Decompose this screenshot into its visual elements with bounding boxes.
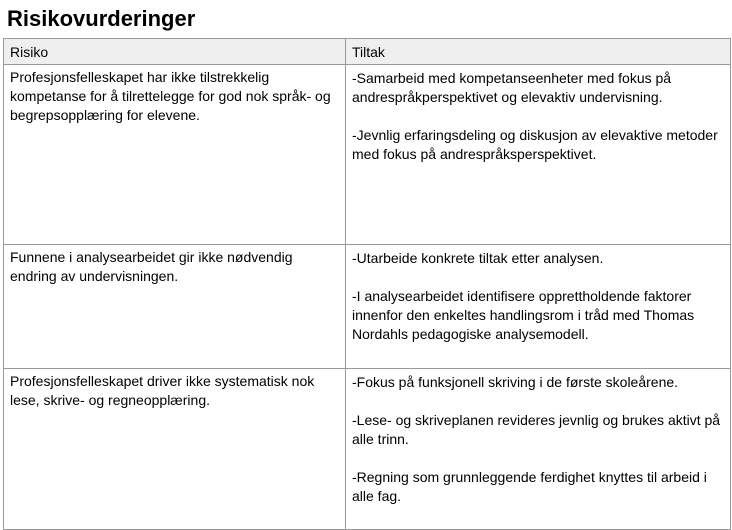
table-row (4, 369, 731, 530)
tiltak-item: -Regning som grunnleggende ferdighet knyttes til arbeid i alle fag. (352, 469, 707, 504)
tiltak-cell (346, 245, 731, 369)
tiltak-item: -Fokus på funksjonell skriving i de første skoleårene. (352, 374, 679, 390)
risk-table (3, 38, 731, 530)
table-row (4, 65, 731, 245)
table-header-row (4, 39, 731, 65)
risiko-cell (4, 369, 346, 530)
tiltak-cell (346, 369, 731, 530)
risiko-cell (4, 245, 346, 369)
tiltak-item: -I analysearbeidet identifisere opprettholdende faktorer innenfor den enkeltes handlingsrom i tråd med Thomas Nordahls pedagogiske analysemodell. (352, 288, 695, 342)
table-row (4, 245, 731, 369)
header-risiko: Risiko (4, 39, 346, 65)
risiko-text: Funnene i analysearbeidet gir ikke nødvendig endring av undervisningen. (10, 249, 293, 284)
tiltak-item: -Jevnlig erfaringsdeling og diskusjon av elevaktive metoder med fokus på andrespråksperspektivet. (352, 127, 718, 162)
tiltak-cell (346, 65, 731, 245)
page-title: Risikovurderinger (7, 6, 196, 31)
tiltak-item: -Samarbeid med kompetanseenheter med fokus på andrespråkperspektivet og elevaktiv undervisning. (352, 70, 672, 105)
tiltak-item: -Utarbeide konkrete tiltak etter analysen. (352, 250, 604, 266)
tiltak-item: -Lese- og skriveplanen revideres jevnlig og brukes aktivt på alle trinn. (352, 412, 721, 447)
risiko-cell (4, 65, 346, 245)
risiko-text: Profesjonsfelleskapet driver ikke systematisk nok lese, skrive- og regneopplæring. (10, 373, 315, 408)
risiko-text: Profesjonsfelleskapet har ikke tilstrekkelig kompetanse for å tilrettelegge for god nok språk- og begrepsopplæring for elevene. (10, 69, 331, 123)
header-tiltak: Tiltak (346, 39, 731, 65)
